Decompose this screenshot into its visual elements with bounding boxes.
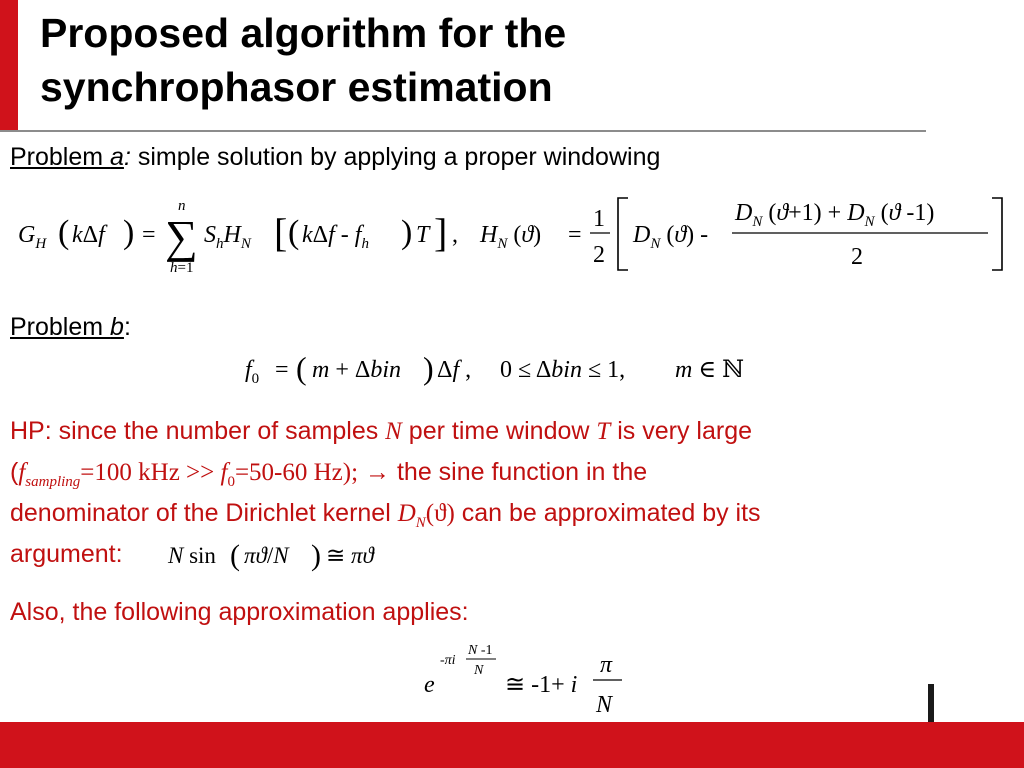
- svg-text:f0: $f_0$: [245, 357, 260, 387]
- arrow-icon: →: [358, 458, 397, 486]
- svg-text:πϑ/N: πϑ/N: [244, 543, 289, 568]
- svg-text:kΔf: kΔf: [72, 222, 105, 248]
- problem-a-colon: :: [123, 143, 131, 171]
- svg-text:N -1: N -1: [468, 643, 493, 658]
- svg-text:(: (: [58, 214, 70, 251]
- hp-line-3: denominator of the Dirichlet kernel $D_N(ϑ)$ can be approximated by its: [10, 499, 761, 531]
- equation-f0: [0, 345, 1024, 395]
- title-line-1: Proposed algorithm for the: [40, 10, 567, 56]
- svg-text:): ): [123, 214, 135, 251]
- svg-text:HN (ϑ): $H_N$ (ϑ): [480, 222, 542, 252]
- hp-line-2: ($f_{sampling}=100$ kHz >> $f_0=50-60$ Hz); → the sine function in the: [10, 458, 648, 490]
- title-accent-bar: [0, 0, 18, 130]
- svg-text:DN (ϑ+1) + DN (ϑ -1): $D_N$ $(ϑ+1) + D_N$ (ϑ -1): [735, 200, 935, 230]
- svg-text:=: =: [142, 222, 156, 248]
- svg-text:): ): [423, 350, 434, 386]
- hp-line-1: HP: since the number of samples N per time window T is very large: [10, 417, 753, 445]
- svg-text:(: (: [296, 350, 307, 386]
- svg-text:n: n: [178, 198, 186, 214]
- svg-text:]: ]: [434, 210, 448, 255]
- svg-text:m ∈ ℕ: m ∈ ℕ: [675, 357, 745, 383]
- svg-text:ShHN: $S_hH_N$: [204, 222, 251, 252]
- footer-bar: [0, 722, 1024, 768]
- svg-text:=: =: [568, 222, 582, 248]
- svg-text:,: ,: [452, 222, 458, 248]
- svg-text:(: (: [230, 539, 240, 572]
- svg-text:1: 1: [593, 206, 605, 232]
- svg-text:[: [: [274, 210, 288, 255]
- svg-text:DN (ϑ) -: $D_N$ (ϑ) -: [633, 222, 709, 252]
- svg-text:Δf ,: Δf ,: [437, 357, 472, 383]
- svg-text:(: (: [288, 214, 300, 251]
- svg-text:∑: ∑: [165, 211, 198, 262]
- problem-a-line: [10, 140, 660, 174]
- svg-text:): ): [311, 539, 321, 572]
- svg-text:N sin: N sin: [168, 543, 216, 568]
- problem-b-colon: :: [123, 313, 131, 341]
- svg-text:2: 2: [593, 242, 605, 268]
- slide-title: [40, 6, 940, 114]
- svg-text:kΔf - fh: kΔf - $f_h$: [302, 222, 369, 252]
- var-T: T: [596, 418, 611, 445]
- svg-text:m + Δbin: m + Δbin: [312, 357, 401, 383]
- problem-a-label: Problem a: [10, 143, 124, 171]
- svg-text:2: 2: [851, 244, 863, 270]
- svg-text:N: N: [474, 663, 484, 678]
- also-line: Also, the following approximation applies:: [10, 598, 469, 626]
- svg-text:=: =: [275, 357, 289, 383]
- svg-text:≅ πϑ: ≅ πϑ: [326, 543, 374, 568]
- svg-text:N: N: [596, 692, 613, 718]
- svg-text:GH: $G_H$: [18, 222, 47, 252]
- svg-text:h=1: h=1: [170, 260, 194, 276]
- title-line-2: synchrophasor estimation: [40, 64, 553, 110]
- svg-text:T: T: [416, 222, 430, 248]
- svg-text:0 ≤ Δbin ≤ 1,: 0 ≤ Δbin ≤ 1,: [500, 357, 626, 383]
- equation-gh: [0, 190, 1024, 280]
- var-N: N: [385, 418, 402, 445]
- equation-sine-approx: [160, 533, 400, 581]
- problem-a-text: simple solution by applying a proper windowing: [130, 143, 661, 171]
- svg-text:): ): [401, 214, 413, 251]
- svg-text:≅ -1+ i: ≅ -1+ i: [505, 672, 578, 698]
- hp-line-4: argument:: [10, 540, 123, 568]
- svg-text:-πi: -πi: [440, 653, 456, 668]
- problem-b-line: [10, 310, 131, 344]
- svg-text:e: e: [424, 672, 435, 698]
- title-divider: [0, 130, 926, 132]
- equation-exp-approx: [400, 636, 660, 720]
- problem-b-label: Problem b: [10, 313, 124, 341]
- svg-text:π: π: [600, 652, 613, 678]
